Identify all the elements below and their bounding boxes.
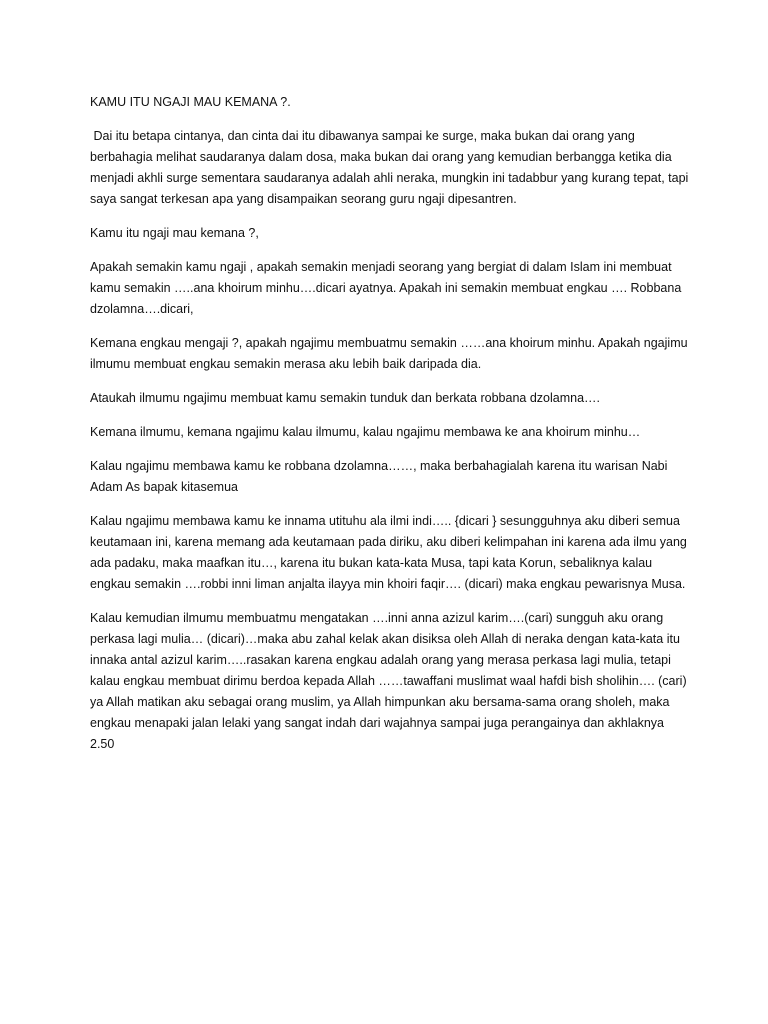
paragraph: Kalau ngajimu membawa kamu ke innama utituhu ala ilmi indi….. {dicari } sesungguhnya aku diberi semua keutamaan ini, karena memang ada keutamaan pada diriku, aku diberi kelimpahan ini karena ada ilmu yang ada padaku, maka maafkan itu…, karena itu bukan kata-kata Musa, tapi kata Korun, sebaliknya kalau engkau semakin ….robbi inni liman anjalta ilayya min khoiri faqir…. (dicari) maka engkau pewarisnya Musa. xyxy=(90,514,687,591)
paragraph: Dai itu betapa cintanya, dan cinta dai itu dibawanya sampai ke surge, maka bukan dai orang yang berbahagia melihat saudaranya dalam dosa, maka bukan dai orang yang kemudian berbangga ketika dia menjadi akhli surge sementara saudaranya adalah ahli neraka, mungkin ini tadabbur yang kurang tepat, tapi saya sangat terkesan apa yang disampaikan seorang guru ngaji dipesantren. xyxy=(90,129,692,206)
document-body xyxy=(90,92,690,768)
paragraph: Kemana ilmumu, kemana ngajimu kalau ilmumu, kalau ngajimu membawa ke ana khoirum minhu… xyxy=(90,425,641,439)
paragraph: Kemana engkau mengaji ?, apakah ngajimu membuatmu semakin ……ana khoirum minhu. Apakah ngajimu ilmumu membuat engkau semakin merasa aku lebih baik daripada dia. xyxy=(90,336,688,371)
paragraph: Apakah semakin kamu ngaji , apakah semakin menjadi seorang yang bergiat di dalam Islam ini membuat kamu semakin …..ana khoirum minhu….dicari ayatnya. Apakah ini semakin membuat engkau …. Robbana dzolamna….dicari, xyxy=(90,260,682,316)
document-title: KAMU ITU NGAJI MAU KEMANA ?. xyxy=(90,95,291,109)
paragraph: Ataukah ilmumu ngajimu membuat kamu semakin tunduk dan berkata robbana dzolamna…. xyxy=(90,391,600,405)
paragraph: Kalau kemudian ilmumu membuatmu mengatakan ….inni anna azizul karim….(cari) sungguh aku orang perkasa lagi mulia… (dicari)…maka abu zahal kelak akan disiksa oleh Allah di neraka dengan kata-kata itu innaka antal azizul karim…..rasakan karena engkau adalah orang yang merasa perkasa lagi mulia, tetapi kalau engkau membuat dirimu berdoa kepada Allah ……tawaffani muslimat waal hafdi bish sholihin…. (cari) ya Allah matikan aku sebagai orang muslim, ya Allah himpunkan aku bersama-sama orang sholeh, maka engkau menapaki jalan lelaki yang sangat indah dari wajahnya sampai juga perangainya dan akhlaknya 2.50 xyxy=(90,611,687,751)
paragraph: Kalau ngajimu membawa kamu ke robbana dzolamna……, maka berbahagialah karena itu warisan Nabi Adam As bapak kitasemua xyxy=(90,459,668,494)
paragraph: Kamu itu ngaji mau kemana ?, xyxy=(90,226,259,240)
